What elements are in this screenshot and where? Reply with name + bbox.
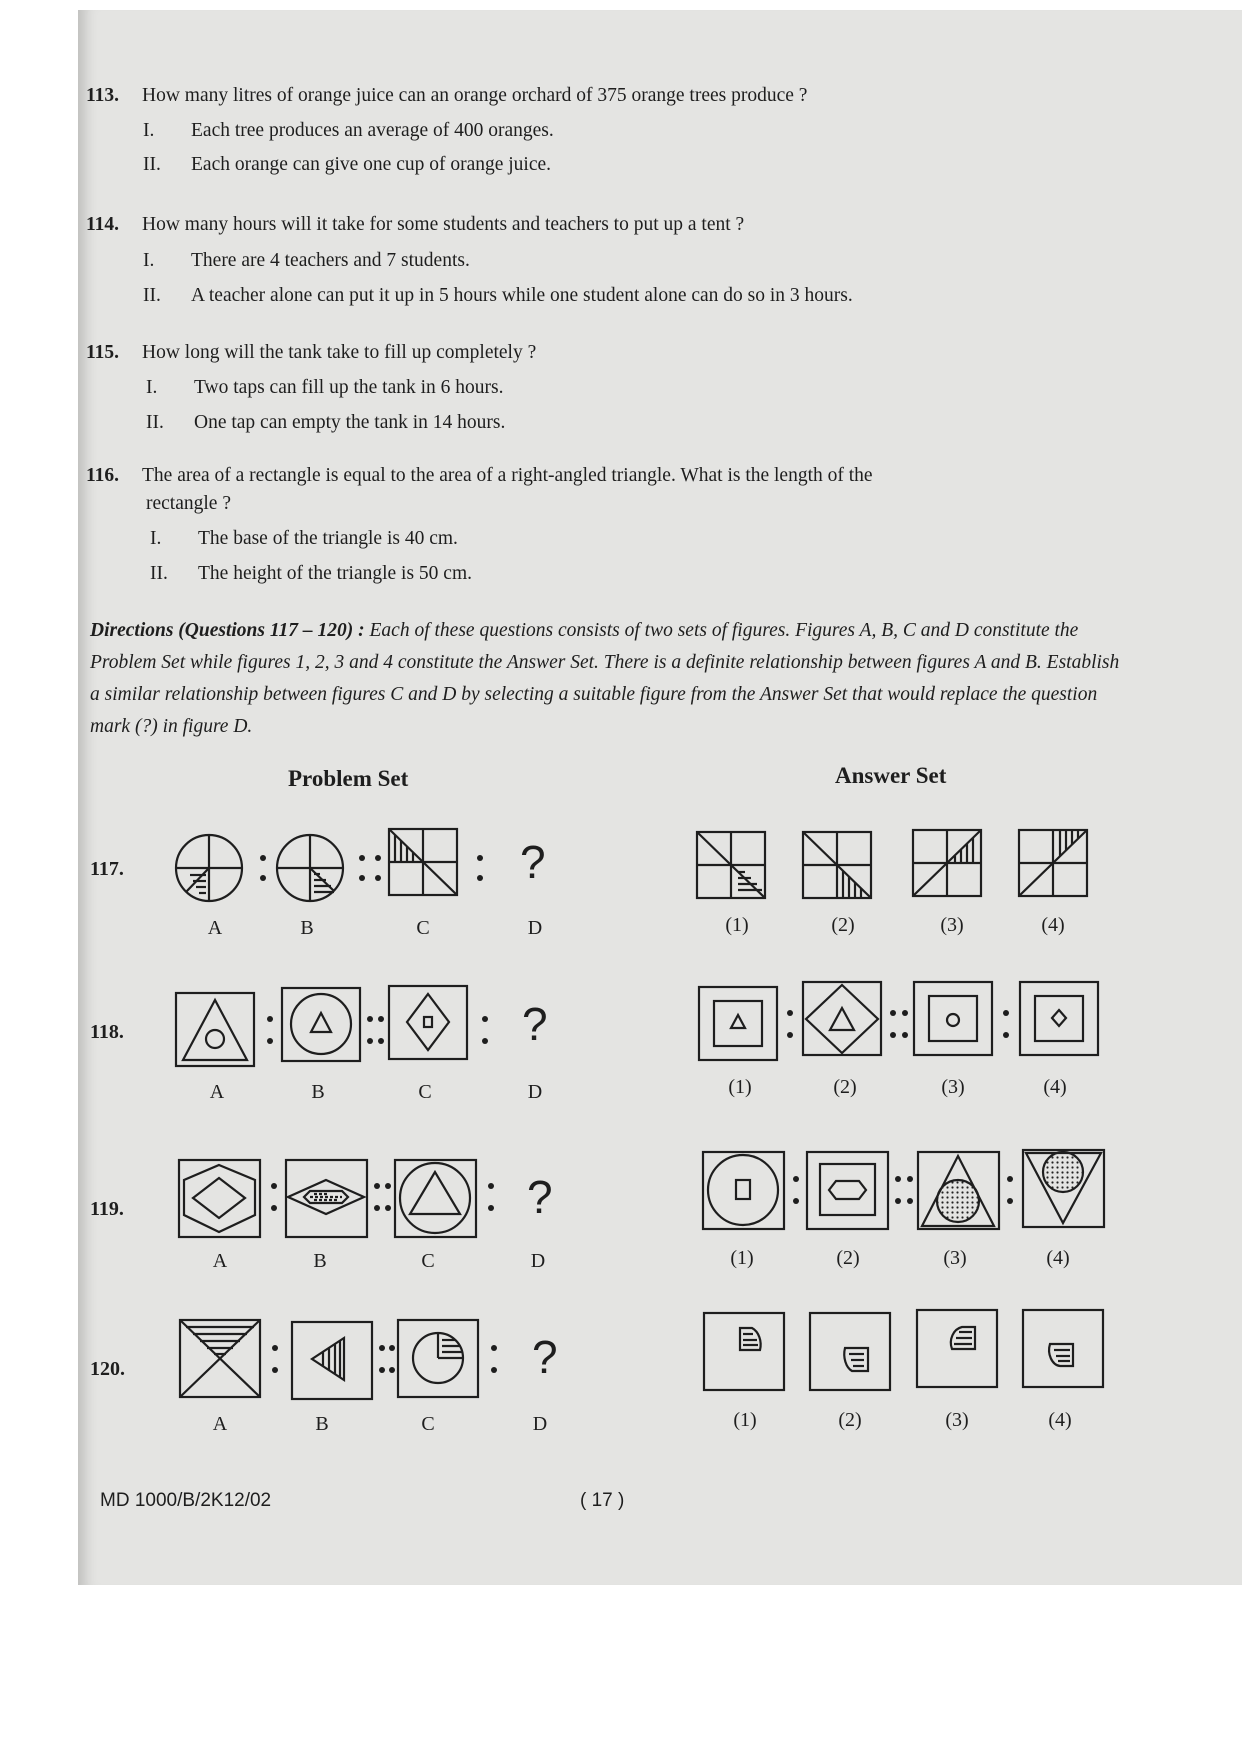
figure-119-ans-3	[918, 1152, 999, 1229]
label-117-d: D	[527, 917, 543, 939]
question-text: How many hours will it take for some students and teachers to put up a tent ?	[142, 214, 745, 235]
question-mark-119: ?	[527, 1171, 553, 1223]
label-118-c: C	[418, 1081, 432, 1103]
question-text: How many litres of orange juice can an orange orchard of 375 orange trees produce ?	[142, 85, 808, 106]
colon-118-2	[482, 1016, 488, 1044]
figure-120-ans-2	[810, 1313, 890, 1390]
colon-118-ans-2	[1003, 1010, 1009, 1038]
colon-119-ans-1	[793, 1176, 799, 1204]
statement-roman: II.	[146, 412, 164, 433]
figure-117-ans-3	[913, 830, 981, 896]
directions-label: Directions (Questions 117 – 120) :	[90, 620, 365, 641]
label-119-4: (4)	[1046, 1247, 1070, 1269]
figure-119-b	[286, 1160, 367, 1237]
question-117-number: 117.	[90, 858, 124, 880]
question-mark-120: ?	[532, 1331, 558, 1383]
figure-118-ans-4	[1020, 982, 1098, 1055]
statement-text: A teacher alone can put it up in 5 hours while one student alone can do so in 3 hours.	[191, 285, 853, 306]
double-colon-117	[359, 855, 381, 881]
label-120-3: (3)	[945, 1409, 969, 1431]
label-120-b: B	[315, 1413, 329, 1435]
label-118-1: (1)	[728, 1076, 752, 1098]
label-120-d: D	[532, 1413, 548, 1435]
double-colon-119	[374, 1183, 391, 1211]
figure-119-c	[395, 1160, 476, 1237]
figure-117-ans-2	[803, 832, 871, 898]
statement-roman: I.	[143, 120, 155, 141]
label-120-2: (2)	[838, 1409, 862, 1431]
statement-text: Each orange can give one cup of orange juice.	[191, 154, 552, 175]
statement-roman: II.	[143, 285, 161, 306]
double-colon-119-ans	[895, 1176, 913, 1204]
problem-set-heading: Problem Set	[288, 766, 409, 791]
label-118-2: (2)	[833, 1076, 857, 1098]
label-119-1: (1)	[730, 1247, 754, 1269]
figure-118-ans-3	[914, 982, 992, 1055]
label-117-1: (1)	[725, 914, 749, 936]
statement-roman: I.	[146, 377, 158, 398]
figure-118-b	[282, 988, 360, 1061]
label-119-a: A	[212, 1250, 228, 1272]
figure-117-ans-1	[697, 832, 765, 898]
statement-text: The height of the triangle is 50 cm.	[198, 563, 473, 584]
double-colon-118-ans	[890, 1010, 908, 1038]
label-118-b: B	[311, 1081, 325, 1103]
statement-roman: II.	[150, 563, 168, 584]
figure-117-a	[176, 835, 242, 901]
label-118-4: (4)	[1043, 1076, 1067, 1098]
statement-roman: I.	[150, 528, 162, 549]
question-number: 114.	[86, 214, 120, 235]
question-number: 113.	[86, 85, 120, 106]
label-117-2: (2)	[831, 914, 855, 936]
label-120-1: (1)	[733, 1409, 757, 1431]
figure-120-a	[180, 1320, 260, 1397]
label-118-3: (3)	[941, 1076, 965, 1098]
label-118-d: D	[527, 1081, 543, 1103]
footer-page-number: ( 17 )	[580, 1490, 625, 1511]
question-text: rectangle ?	[146, 493, 231, 514]
question-text: The area of a rectangle is equal to the area of a right-angled triangle. What is the length of the	[142, 465, 873, 486]
question-number: 115.	[86, 342, 120, 363]
figure-118-a	[176, 993, 254, 1066]
question-118-number: 118.	[90, 1021, 124, 1043]
colon-120-1	[272, 1345, 278, 1373]
colon-118-1	[267, 1016, 273, 1044]
figure-120-ans-4	[1023, 1310, 1103, 1387]
label-120-a: A	[212, 1413, 228, 1435]
label-119-2: (2)	[836, 1247, 860, 1269]
label-118-a: A	[209, 1081, 225, 1103]
question-text: How long will the tank take to fill up completely ?	[142, 342, 537, 363]
colon-119-1	[271, 1183, 277, 1211]
double-colon-118	[367, 1016, 384, 1044]
colon-117-2	[477, 855, 483, 881]
colon-119-ans-2	[1007, 1176, 1013, 1204]
statement-text: Each tree produces an average of 400 oranges.	[191, 120, 554, 141]
figure-118-c	[389, 986, 467, 1059]
directions-text: Each of these questions consists of two sets of figures. Figures A, B, C and D constitute the Problem Set while figures 1, 2, 3 and 4 constitute the Answer Set. There is a definite relationship between figures A and B. Establish a similar relationship between figures C and D by selecting a suitable figure from the Answer Set that would replace the question mark (?) in figure D.	[90, 620, 1120, 737]
figure-120-ans-3	[917, 1310, 997, 1387]
answer-set-heading: Answer Set	[835, 763, 947, 788]
label-119-d: D	[530, 1250, 546, 1272]
label-117-4: (4)	[1041, 914, 1065, 936]
colon-119-2	[488, 1183, 494, 1211]
footer-code: MD 1000/B/2K12/02	[100, 1490, 272, 1511]
question-mark-117: ?	[520, 836, 546, 888]
colon-120-2	[491, 1345, 497, 1373]
figure-118-ans-1	[699, 987, 777, 1060]
label-117-3: (3)	[940, 914, 964, 936]
statement-roman: I.	[143, 250, 155, 271]
label-117-a: A	[207, 917, 223, 939]
figure-120-c	[398, 1320, 478, 1397]
figure-119-ans-1	[703, 1152, 784, 1229]
statement-text: The base of the triangle is 40 cm.	[198, 528, 458, 549]
label-120-c: C	[421, 1413, 435, 1435]
label-120-4: (4)	[1048, 1409, 1072, 1431]
statement-text: Two taps can fill up the tank in 6 hours.	[194, 377, 504, 398]
figure-117-b	[277, 835, 343, 901]
statement-text: There are 4 teachers and 7 students.	[191, 250, 470, 271]
figure-120-ans-1	[704, 1313, 784, 1390]
figure-120-b	[292, 1322, 372, 1399]
question-120-number: 120.	[90, 1358, 125, 1380]
question-mark-118: ?	[522, 998, 548, 1050]
question-number: 116.	[86, 465, 120, 486]
double-colon-120	[379, 1345, 395, 1373]
label-117-b: B	[300, 917, 314, 939]
statement-text: One tap can empty the tank in 14 hours.	[194, 412, 506, 433]
colon-117-1	[260, 855, 266, 881]
label-119-c: C	[421, 1250, 435, 1272]
question-119-number: 119.	[90, 1198, 124, 1220]
figure-119-ans-2	[807, 1152, 888, 1229]
figure-117-ans-4	[1019, 830, 1087, 896]
colon-118-ans-1	[787, 1010, 793, 1038]
figure-118-ans-2	[803, 982, 881, 1055]
label-119-3: (3)	[943, 1247, 967, 1269]
figure-119-a	[179, 1160, 260, 1237]
statement-roman: II.	[143, 154, 161, 175]
figure-117-c	[389, 829, 457, 895]
label-119-b: B	[313, 1250, 327, 1272]
label-117-c: C	[416, 917, 430, 939]
figure-119-ans-4	[1023, 1150, 1104, 1227]
